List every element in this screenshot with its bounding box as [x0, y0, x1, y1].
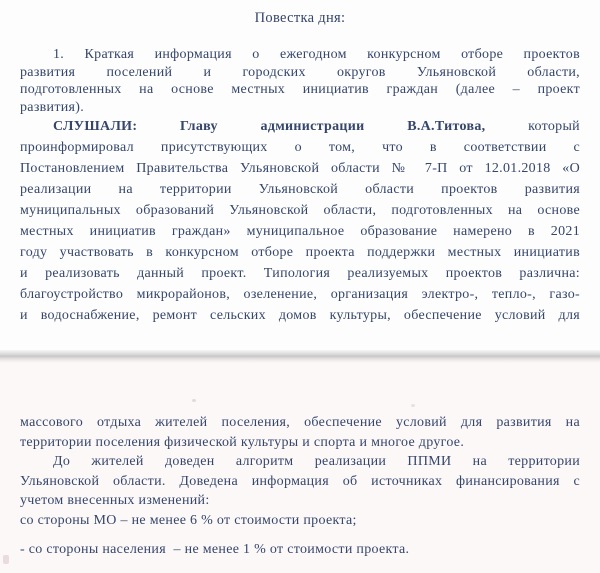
doc-line	[20, 413, 580, 433]
doc-line	[20, 491, 580, 511]
page-2-text	[20, 413, 580, 560]
doc-line	[20, 242, 580, 263]
doc-line	[20, 263, 580, 284]
blank-line	[20, 530, 580, 540]
doc-line	[20, 452, 580, 472]
doc-line	[20, 99, 580, 117]
page-2	[0, 363, 600, 573]
text-segment: муниципальных образований Ульяновской области, подготовленных на основе	[20, 203, 580, 218]
doc-line	[20, 158, 580, 179]
doc-line	[20, 511, 580, 531]
text-segment: году участвовать в конкурсном отборе проекта поддержки местных инициатив	[20, 245, 580, 260]
doc-line	[20, 200, 580, 221]
text-segment: массового отдыха жителей поселения, обеспечение условий для развития на	[20, 415, 580, 430]
scan-artifact	[411, 404, 415, 407]
doc-line	[20, 472, 580, 492]
document-title: Повестка дня:	[254, 10, 346, 26]
text-segment: территории поселения физической культуры и спорта и многое другое.	[20, 434, 465, 450]
text-segment: развития).	[20, 99, 85, 115]
doc-line	[20, 305, 580, 326]
text-segment: 1. Краткая информация о ежегодном конкурсном отборе проектов	[53, 47, 580, 62]
text-segment: проинформировал присутствующих о том, что в соответствии с	[20, 140, 580, 155]
text-segment: со стороны МО – не менее 6 % от стоимости проекта;	[20, 512, 357, 528]
doc-line	[20, 540, 580, 560]
doc-line	[20, 179, 580, 200]
text-segment: и водоснабжение, ремонт сельских домов культуры, обеспечение условий для	[20, 308, 580, 323]
text-segment: подготовленных на основе местных инициатив граждан (далее – проект	[20, 82, 580, 97]
page-divider	[0, 350, 600, 363]
text-segment: - со стороны населения – не менее 1 % от стоимости проекта.	[20, 542, 410, 557]
text-segment: Ульяновской области. Доведена информация об источниках финансирования с	[20, 473, 580, 489]
text-segment: местных инициатив граждан» муниципальное образование намерено в 2021	[20, 224, 580, 239]
doc-line	[20, 46, 580, 64]
text-segment: учетом внесенных изменений:	[20, 493, 210, 508]
doc-line	[20, 221, 580, 242]
text-segment: До жителей доведен алгоритм реализации ППМИ на территории	[53, 454, 580, 469]
bold-text-segment: СЛУШАЛИ: Главу администрации В.А.Титова,	[53, 119, 486, 134]
doc-line	[20, 433, 580, 453]
scan-artifact	[192, 399, 196, 402]
text-segment: и реализовать данный проект. Типология реализуемых проектов различна:	[20, 266, 580, 281]
doc-line	[20, 116, 580, 137]
scan-artifact	[3, 555, 9, 564]
doc-line	[20, 64, 580, 82]
doc-line	[20, 137, 580, 158]
doc-line	[20, 284, 580, 305]
text-segment: Постановлением Правительства Ульяновской области № 7-П от 12.01.2018 «О	[20, 161, 580, 176]
page-1-text	[20, 46, 580, 326]
text-segment: благоустройство микрорайонов, озеленение, организация электро-, тепло-, газо-	[20, 287, 580, 302]
text-segment: который	[528, 119, 580, 134]
doc-line	[20, 81, 580, 99]
text-segment: развития поселений и городских округов Ульяновской области,	[20, 64, 580, 80]
text-segment: реализации на территории Ульяновской области проектов развития	[20, 182, 580, 197]
